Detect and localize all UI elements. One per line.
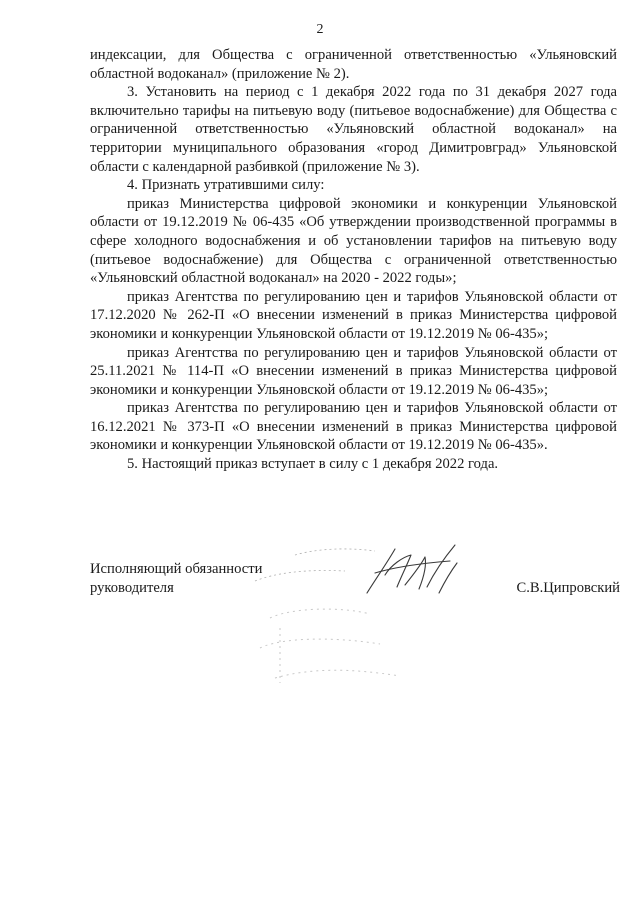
paragraph-continuation: индексации, для Общества с ограниченной ответственностью «Ульяновский областной водоканал» (приложение № 2). [90, 47, 617, 82]
signatory-title-line-1: Исполняющий обязанности [90, 561, 263, 577]
paragraph-item-3: 3. Установить на период с 1 декабря 2022 года по 31 декабря 2027 года включительно тарифы на питьевую воду (питьевое водоснабжение) для Общества с ограниченной ответственностью «Ульяновский областной водоканал» на территории муниципального образования «город Димитровград» Ульяновской области с календарной разбивкой (приложение № 3). [90, 84, 617, 175]
paragraph-item-5: 5. Настоящий приказ вступает в силу с 1 декабря 2022 года. [127, 456, 499, 473]
handwritten-signature [235, 535, 495, 605]
paragraph-repealed-order-1: приказ Министерства цифровой экономики и конкуренции Ульяновской области от 19.12.2019 № 06-435 «Об утверждении производственной программы в сфере холодного водоснабжения и об установлении тарифов на питьевую воду (питьевое водоснабжение) для Общества с ограниченной ответственностью «Ульяновский областной водоканал» на 2020 - 2022 годы»; [90, 195, 617, 287]
signatory-name: С.В.Ципровский [516, 580, 620, 596]
document-body [90, 46, 617, 474]
page-number: 2 [316, 22, 324, 37]
paragraph-repealed-order-3: приказ Агентства по регулированию цен и тарифов Ульяновской области от 25.11.2021 № 114-П «О внесении изменений в приказ Министерства цифровой экономики и конкуренции Ульяновской области от 19.12.2019 № 06-435»; [90, 344, 617, 398]
page-footer-strip [0, 893, 640, 905]
paragraph-item-4: 4. Признать утратившими силу: [127, 177, 325, 194]
paragraph-repealed-order-4: приказ Агентства по регулированию цен и тарифов Ульяновской области от 16.12.2021 № 373-П «О внесении изменений в приказ Министерства цифровой экономики и конкуренции Ульяновской области от 19.12.2019 № 06-435». [90, 400, 617, 454]
faded-stamp [250, 598, 420, 693]
signatory-title-line-2: руководителя [90, 579, 174, 596]
paragraph-repealed-order-2: приказ Агентства по регулированию цен и тарифов Ульяновской области от 17.12.2020 № 262-П «О внесении изменений в приказ Министерства цифровой экономики и конкуренции Ульяновской области от 19.12.2019 № 06-435»; [90, 288, 617, 342]
